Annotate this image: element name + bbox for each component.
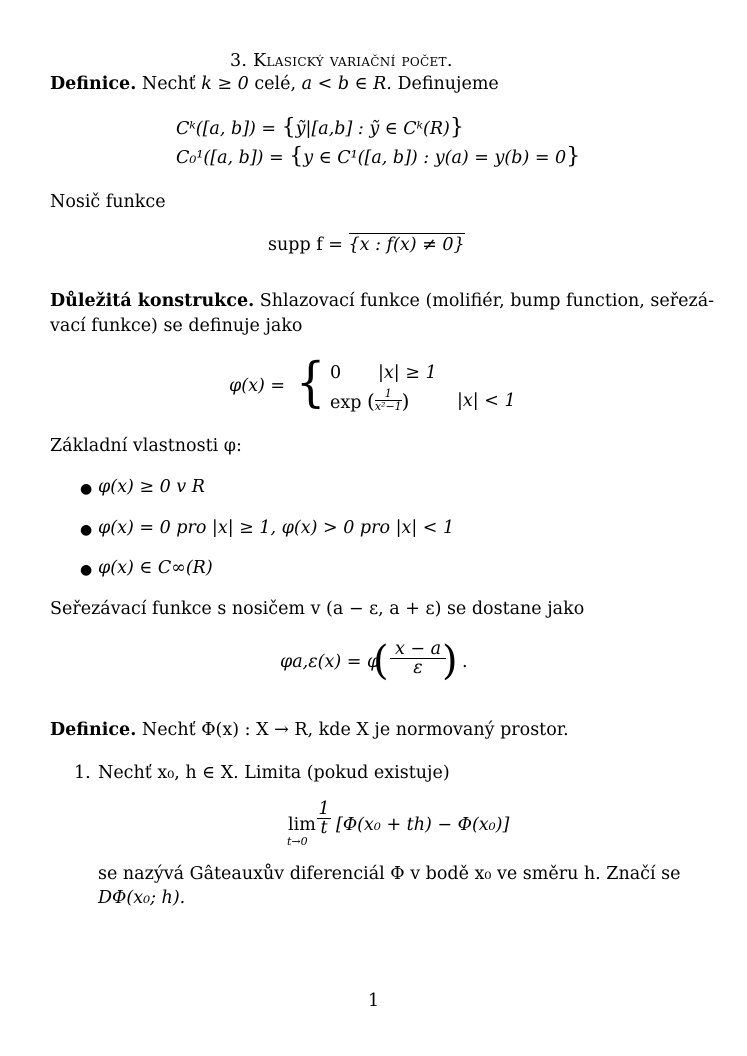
equation-ck-lhs: Cᵏ([a, b]) = xyxy=(176,119,277,139)
cutoff-left-paren: ( xyxy=(373,638,389,684)
bullet-2: ● xyxy=(80,522,93,538)
definition-2 xyxy=(50,718,569,742)
bullet-1: ● xyxy=(80,481,93,497)
limit-subscript: t→0 xyxy=(287,835,308,848)
limit-lim: lim xyxy=(288,815,316,835)
cutoff-fraction xyxy=(390,640,446,677)
equation-c01-rhs: y ∈ C¹([a, b]) : y(a) = y(b) = 0 xyxy=(303,148,567,168)
cutoff-equation-lhs: φa,ε(x) = φ xyxy=(280,652,380,672)
limit-expression: [Φ(x₀ + th) − Φ(x₀)] xyxy=(336,815,510,835)
cutoff-period: . xyxy=(462,652,468,672)
limit-numerator: 1 xyxy=(318,799,330,819)
cutoff-right-paren: ) xyxy=(442,638,458,684)
page-number: 1 xyxy=(368,991,380,1011)
definition-2-text: Nechť Φ(x) : X → R, kde X je normovaný prostor. xyxy=(141,720,569,740)
construction-text-2: vací funkce) se definuje jako xyxy=(50,316,303,336)
equation-c01: C₀¹([a, b]) = {y ∈ C¹([a, b]) : y(a) = y(b) = 0} xyxy=(176,144,581,169)
construction-label: Důležitá konstrukce. xyxy=(50,291,255,311)
definition-text-a: Nechť xyxy=(141,74,196,94)
equation-c01-lhs: C₀¹([a, b]) = xyxy=(176,148,284,168)
support-equation-lhs: supp f = xyxy=(268,235,343,255)
support-equation xyxy=(268,233,465,257)
support-equation-rhs: {x : f(x) ≠ 0} xyxy=(348,235,465,255)
property-3: φ(x) ∈ C∞(R) xyxy=(98,558,213,578)
cutoff-numerator: x − a xyxy=(390,640,446,659)
definition-2-label: Definice. xyxy=(50,720,137,740)
definition-k-condition: k ≥ 0 xyxy=(201,74,249,94)
phi-case-1-condition: |x| ≥ 1 xyxy=(378,363,437,383)
cutoff-text: Seřezávací funkce s nosičem v (a − ε, a + ε) se dostane jako xyxy=(50,599,585,619)
equation-ck-rhs: ỹ|[a,b] : ỹ ∈ Cᵏ(R) xyxy=(295,119,450,139)
property-1: φ(x) ≥ 0 v R xyxy=(98,477,205,497)
phi-case-1-value: 0 xyxy=(330,363,342,383)
equation-ck: Cᵏ([a, b]) = {ỹ|[a,b] : ỹ ∈ Cᵏ(R)} xyxy=(176,115,464,140)
phi-case-2-condition: |x| < 1 xyxy=(457,391,516,411)
definition-text-c: Definujeme xyxy=(397,74,499,94)
definition-1 xyxy=(50,72,499,96)
phi-case-2-exp: exp xyxy=(330,393,362,413)
section-title: 3. Klasický variační počet. xyxy=(230,51,453,71)
cutoff-denominator: ε xyxy=(413,658,423,678)
phi-definition-lhs: φ(x) = xyxy=(229,376,286,396)
item-1-description-line-1: se nazývá Gâteauxův diferenciál Φ v bodě x₀ ve směru h. Značí se xyxy=(98,864,681,884)
limit-fraction xyxy=(317,800,331,837)
definition-ab-condition: a < b ∈ R. xyxy=(301,74,392,94)
support-label: Nosič funkce xyxy=(50,192,166,212)
phi-case-2-numerator: 1 xyxy=(375,388,402,401)
property-2: φ(x) = 0 pro |x| ≥ 1, φ(x) > 0 pro |x| < 1 xyxy=(98,518,455,538)
phi-case-2-expression: exp ( $\frac{1}{\text{x²−1}}$ ) xyxy=(330,387,410,413)
limit-denominator: t xyxy=(320,818,328,838)
bullet-3: ● xyxy=(80,562,93,578)
phi-case-2-denominator: x²−1 xyxy=(374,400,402,413)
definition-label: Definice. xyxy=(50,74,137,94)
left-brace: { xyxy=(296,350,326,414)
construction-line-1 xyxy=(50,289,714,313)
construction-text-1: Shlazovací funkce (molifiér, bump function, seřezá- xyxy=(259,291,715,311)
properties-label: Základní vlastnosti φ: xyxy=(50,436,242,456)
item-1-description-line-2: DΦ(x₀; h). xyxy=(98,888,186,908)
phi-case-2-fraction xyxy=(375,388,402,413)
item-1-text: Nechť x₀, h ∈ X. Limita (pokud existuje) xyxy=(98,763,450,783)
definition-text-b: celé, xyxy=(254,74,297,94)
item-1-marker: 1. xyxy=(74,763,91,783)
